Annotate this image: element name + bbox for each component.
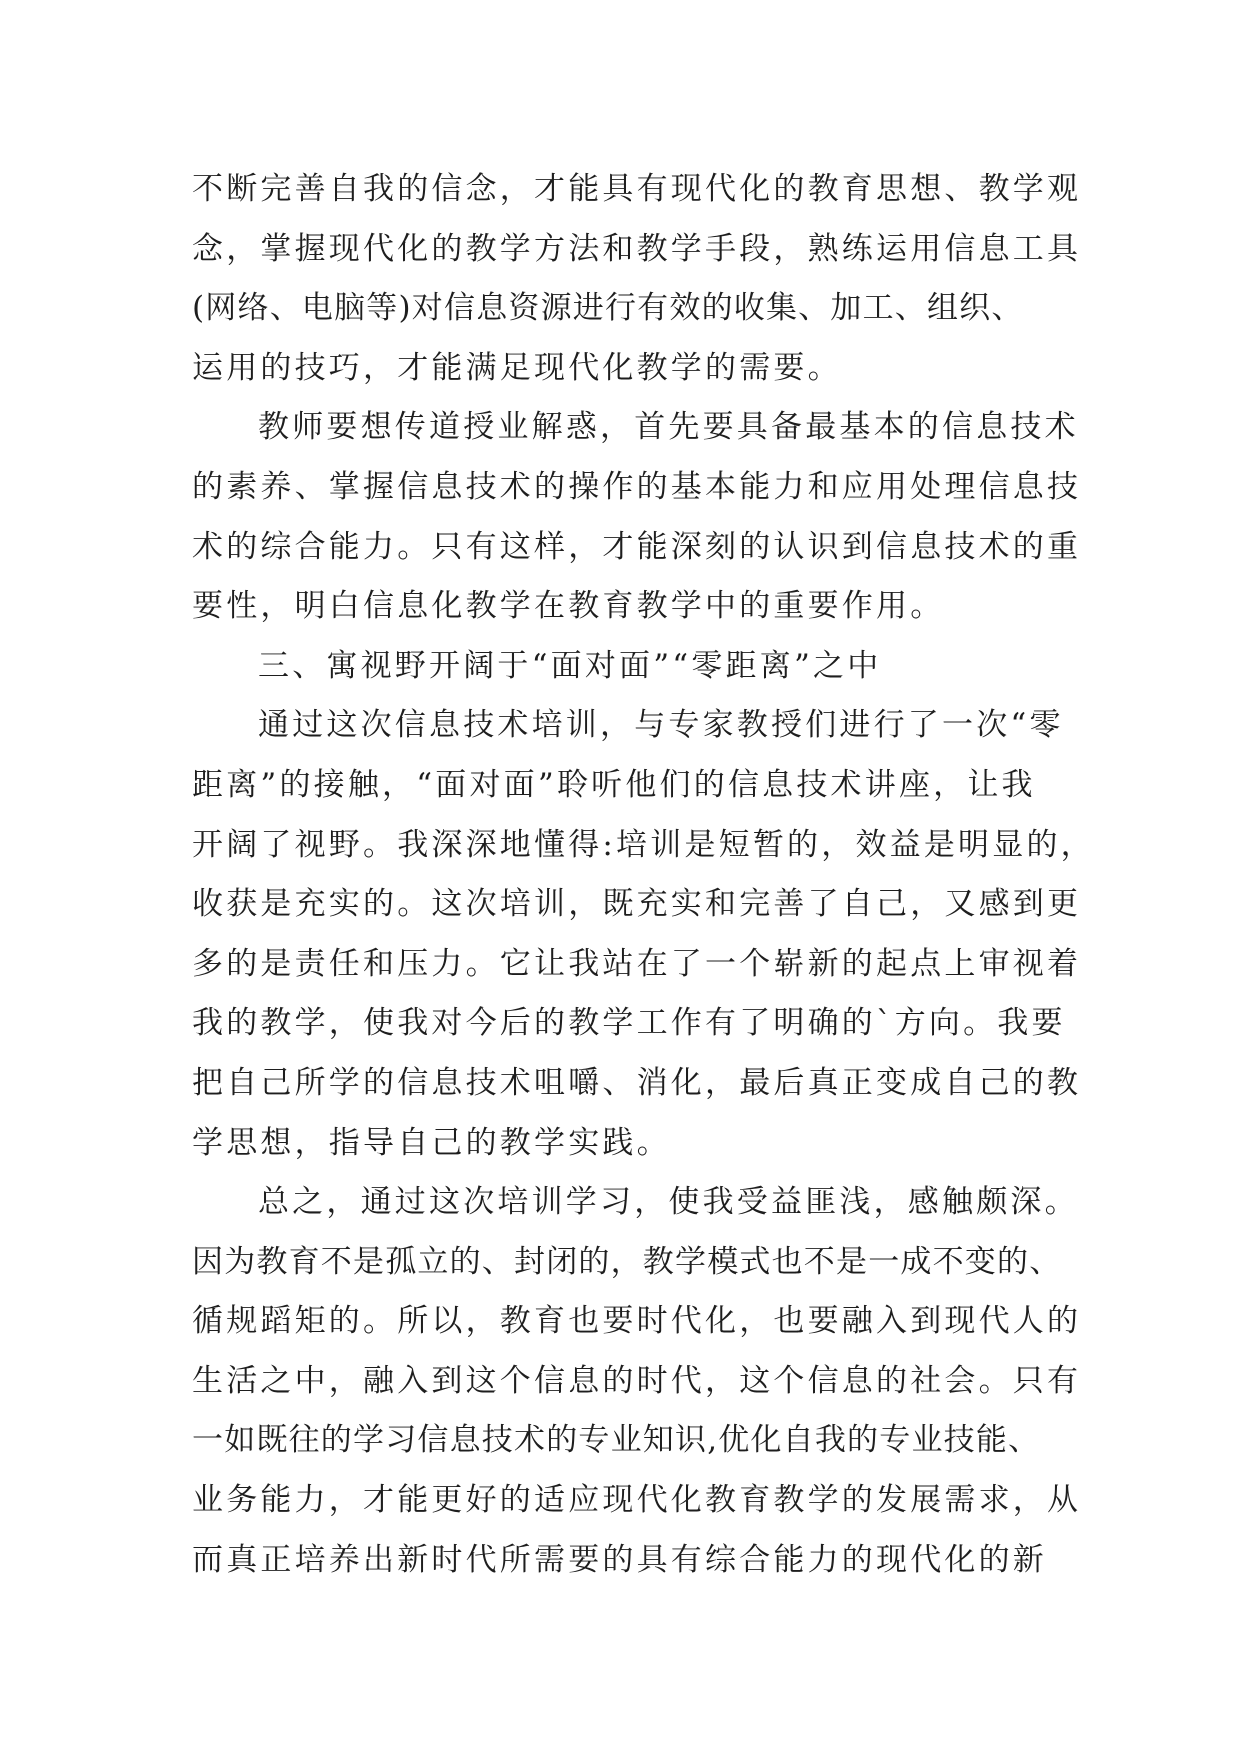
section-heading: 三、寓视野开阔于“面对面”“零距离”之中 bbox=[258, 647, 882, 684]
text-line: 一如既往的学习信息技术的专业知识,优化自我的专业技能、 bbox=[192, 1422, 1041, 1459]
paragraph-first-line: 通过这次信息技术培训，与专家教授们进行了一次“零 bbox=[258, 707, 1064, 744]
text-line: 要性，明白信息化教学在教育教学中的重要作用。 bbox=[192, 588, 945, 625]
text-line: 业务能力，才能更好的适应现代化教育教学的发展需求，从 bbox=[192, 1482, 1082, 1519]
text-line: 把自己所学的信息技术咀嚼、消化，最后真正变成自己的教 bbox=[192, 1064, 1082, 1101]
text-line: 的素养、掌握信息技术的操作的基本能力和应用处理信息技 bbox=[192, 468, 1082, 505]
text-line: 收获是充实的。这次培训，既充实和完善了自己，又感到更 bbox=[192, 886, 1082, 923]
paragraph-first-line: 总之，通过这次培训学习，使我受益匪浅，感触颇深。 bbox=[258, 1184, 1079, 1221]
text-line: 不断完善自我的信念，才能具有现代化的教育思想、教学观 bbox=[192, 171, 1082, 207]
text-line: 因为教育不是孤立的、封闭的，教学模式也不是一成不变的、 bbox=[192, 1243, 1062, 1280]
text-line: 开阔了视野。我深深地懂得:培训是短暂的，效益是明显的， bbox=[192, 826, 1095, 863]
text-line: 术的综合能力。只有这样，才能深刻的认识到信息技术的重 bbox=[192, 528, 1082, 565]
document-body bbox=[192, 160, 1095, 1590]
text-line: 多的是责任和压力。它让我站在了一个崭新的起点上审视着 bbox=[192, 945, 1082, 982]
text-line: 运用的技巧，才能满足现代化教学的需要。 bbox=[192, 349, 842, 386]
text-line: 循规蹈矩的。所以，教育也要时代化，也要融入到现代人的 bbox=[192, 1303, 1082, 1340]
text-line: 念，掌握现代化的教学方法和教学手段，熟练运用信息工具 bbox=[192, 230, 1082, 267]
text-line: 我的教学，使我对今后的教学工作有了明确的`方向。我要 bbox=[192, 1005, 1066, 1042]
paragraph-first-line: 教师要想传道授业解惑，首先要具备最基本的信息技术 bbox=[258, 409, 1079, 446]
text-line: 距离”的接触，“面对面”聆听他们的信息技术讲座，让我 bbox=[192, 766, 1036, 803]
text-line: 学思想，指导自己的教学实践。 bbox=[192, 1124, 671, 1161]
text-line: 而真正培养出新时代所需要的具有综合能力的现代化的新 bbox=[192, 1541, 1047, 1578]
text-line: (网络、电脑等)对信息资源进行有效的收集、加工、组织、 bbox=[192, 290, 1024, 327]
text-line: 生活之中，融入到这个信息的时代，这个信息的社会。只有 bbox=[192, 1362, 1082, 1399]
